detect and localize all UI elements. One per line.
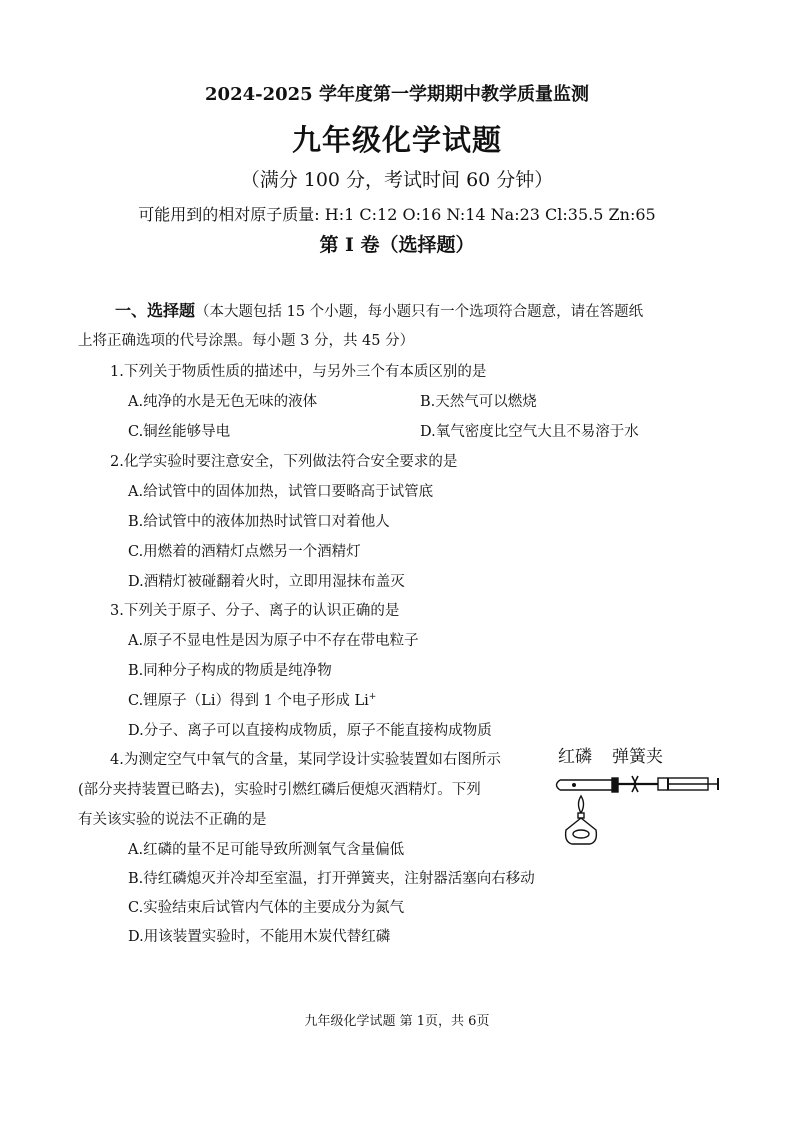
question-2-option-c: C.用燃着的酒精灯点燃另一个酒精灯 (128, 544, 361, 560)
question-1-option-b: B.天然气可以燃烧 (420, 394, 537, 410)
section-instruction-line1 (115, 298, 643, 321)
section-title: 第 I 卷（选择题） (319, 234, 475, 256)
atomic-masses: 可能用到的相对原子质量: H:1 C:12 O:16 N:14 Na:23 Cl:35.5 Zn:65 (138, 205, 656, 224)
flame-icon (579, 796, 584, 813)
question-4-option-b: B.待红磷熄灭并冷却至室温，打开弹簧夹，注射器活塞向右移动 (128, 871, 535, 887)
figure-label-red-phosphorus: 红磷 (558, 747, 592, 767)
question-4-option-c: C.实验结束后试管内气体的主要成分为氮气 (128, 900, 405, 916)
exam-title: 2024-2025 学年度第一学期期中教学质量监测 (205, 84, 589, 105)
question-4-stem-line3: 有关该实验的说法不正确的是 (78, 812, 267, 828)
question-4-option-a: A.红磷的量不足可能导致所测氧气含量偏低 (128, 842, 405, 858)
question-2-option-d: D.酒精灯被碰翻着火时，立即用湿抹布盖灭 (128, 574, 405, 590)
question-1-stem: 1.下列关于物质性质的描述中，与另外三个有本质区别的是 (110, 364, 487, 380)
question-2-option-b: B.给试管中的液体加热时试管口对着他人 (128, 514, 390, 530)
section-instruction-head: 一、选择题 (115, 301, 196, 320)
exam-info: （满分 100 分，考试时间 60 分钟） (240, 169, 554, 191)
question-2-stem: 2.化学实验时要注意安全，下列做法符合安全要求的是 (110, 454, 458, 470)
question-1-option-c: C.铜丝能够导电 (128, 424, 231, 440)
section-instruction-text: （本大题包括 15 个小题，每小题只有一个选项符合题意，请在答题纸 (195, 304, 644, 320)
question-4-stem-line2: (部分夹持装置已略去)，实验时引燃红磷后便熄灭酒精灯。下列 (78, 782, 481, 798)
question-3-stem: 3.下列关于原子、分子、离子的认识正确的是 (110, 603, 400, 619)
alcohol-lamp-icon (566, 818, 597, 844)
red-phosphorus-icon (572, 783, 576, 787)
figure-label-spring-clip: 弹簧夹 (612, 747, 663, 767)
paper-title: 九年级化学试题 (291, 123, 502, 157)
question-3-option-c (128, 689, 376, 710)
question-1-option-d: D.氧气密度比空气大且不易溶于水 (420, 424, 639, 440)
question-4-stem-line1: 4.为测定空气中氧气的含量，某同学设计实验装置如右图所示 (110, 752, 501, 768)
tube-stopper-icon (612, 778, 618, 792)
page-footer: 九年级化学试题 第 1页，共 6页 (304, 1014, 490, 1029)
question-3-option-d: D.分子、离子可以直接构成物质，原子不能直接构成物质 (128, 723, 492, 739)
question-3-option-a: A.原子不显电性是因为原子中不存在带电粒子 (128, 633, 419, 649)
experiment-apparatus-figure (550, 768, 730, 848)
test-tube-icon (557, 780, 613, 790)
question-2-option-a: A.给试管中的固体加热，试管口要略高于试管底 (128, 484, 434, 500)
question-1-option-a: A.纯净的水是无色无味的液体 (128, 394, 318, 410)
question-3-option-b: B.同种分子构成的物质是纯净物 (128, 663, 332, 679)
question-4-option-d: D.用该装置实验时，不能用木炭代替红磷 (128, 929, 391, 945)
question-3-option-c-text: C.锂原子（Li）得到 1 个电子形成 Li (128, 693, 369, 709)
section-instruction-line2: 上将正确选项的代号涂黑。每小题 3 分，共 45 分） (78, 333, 415, 349)
question-3-option-c-charge: + (368, 692, 377, 703)
